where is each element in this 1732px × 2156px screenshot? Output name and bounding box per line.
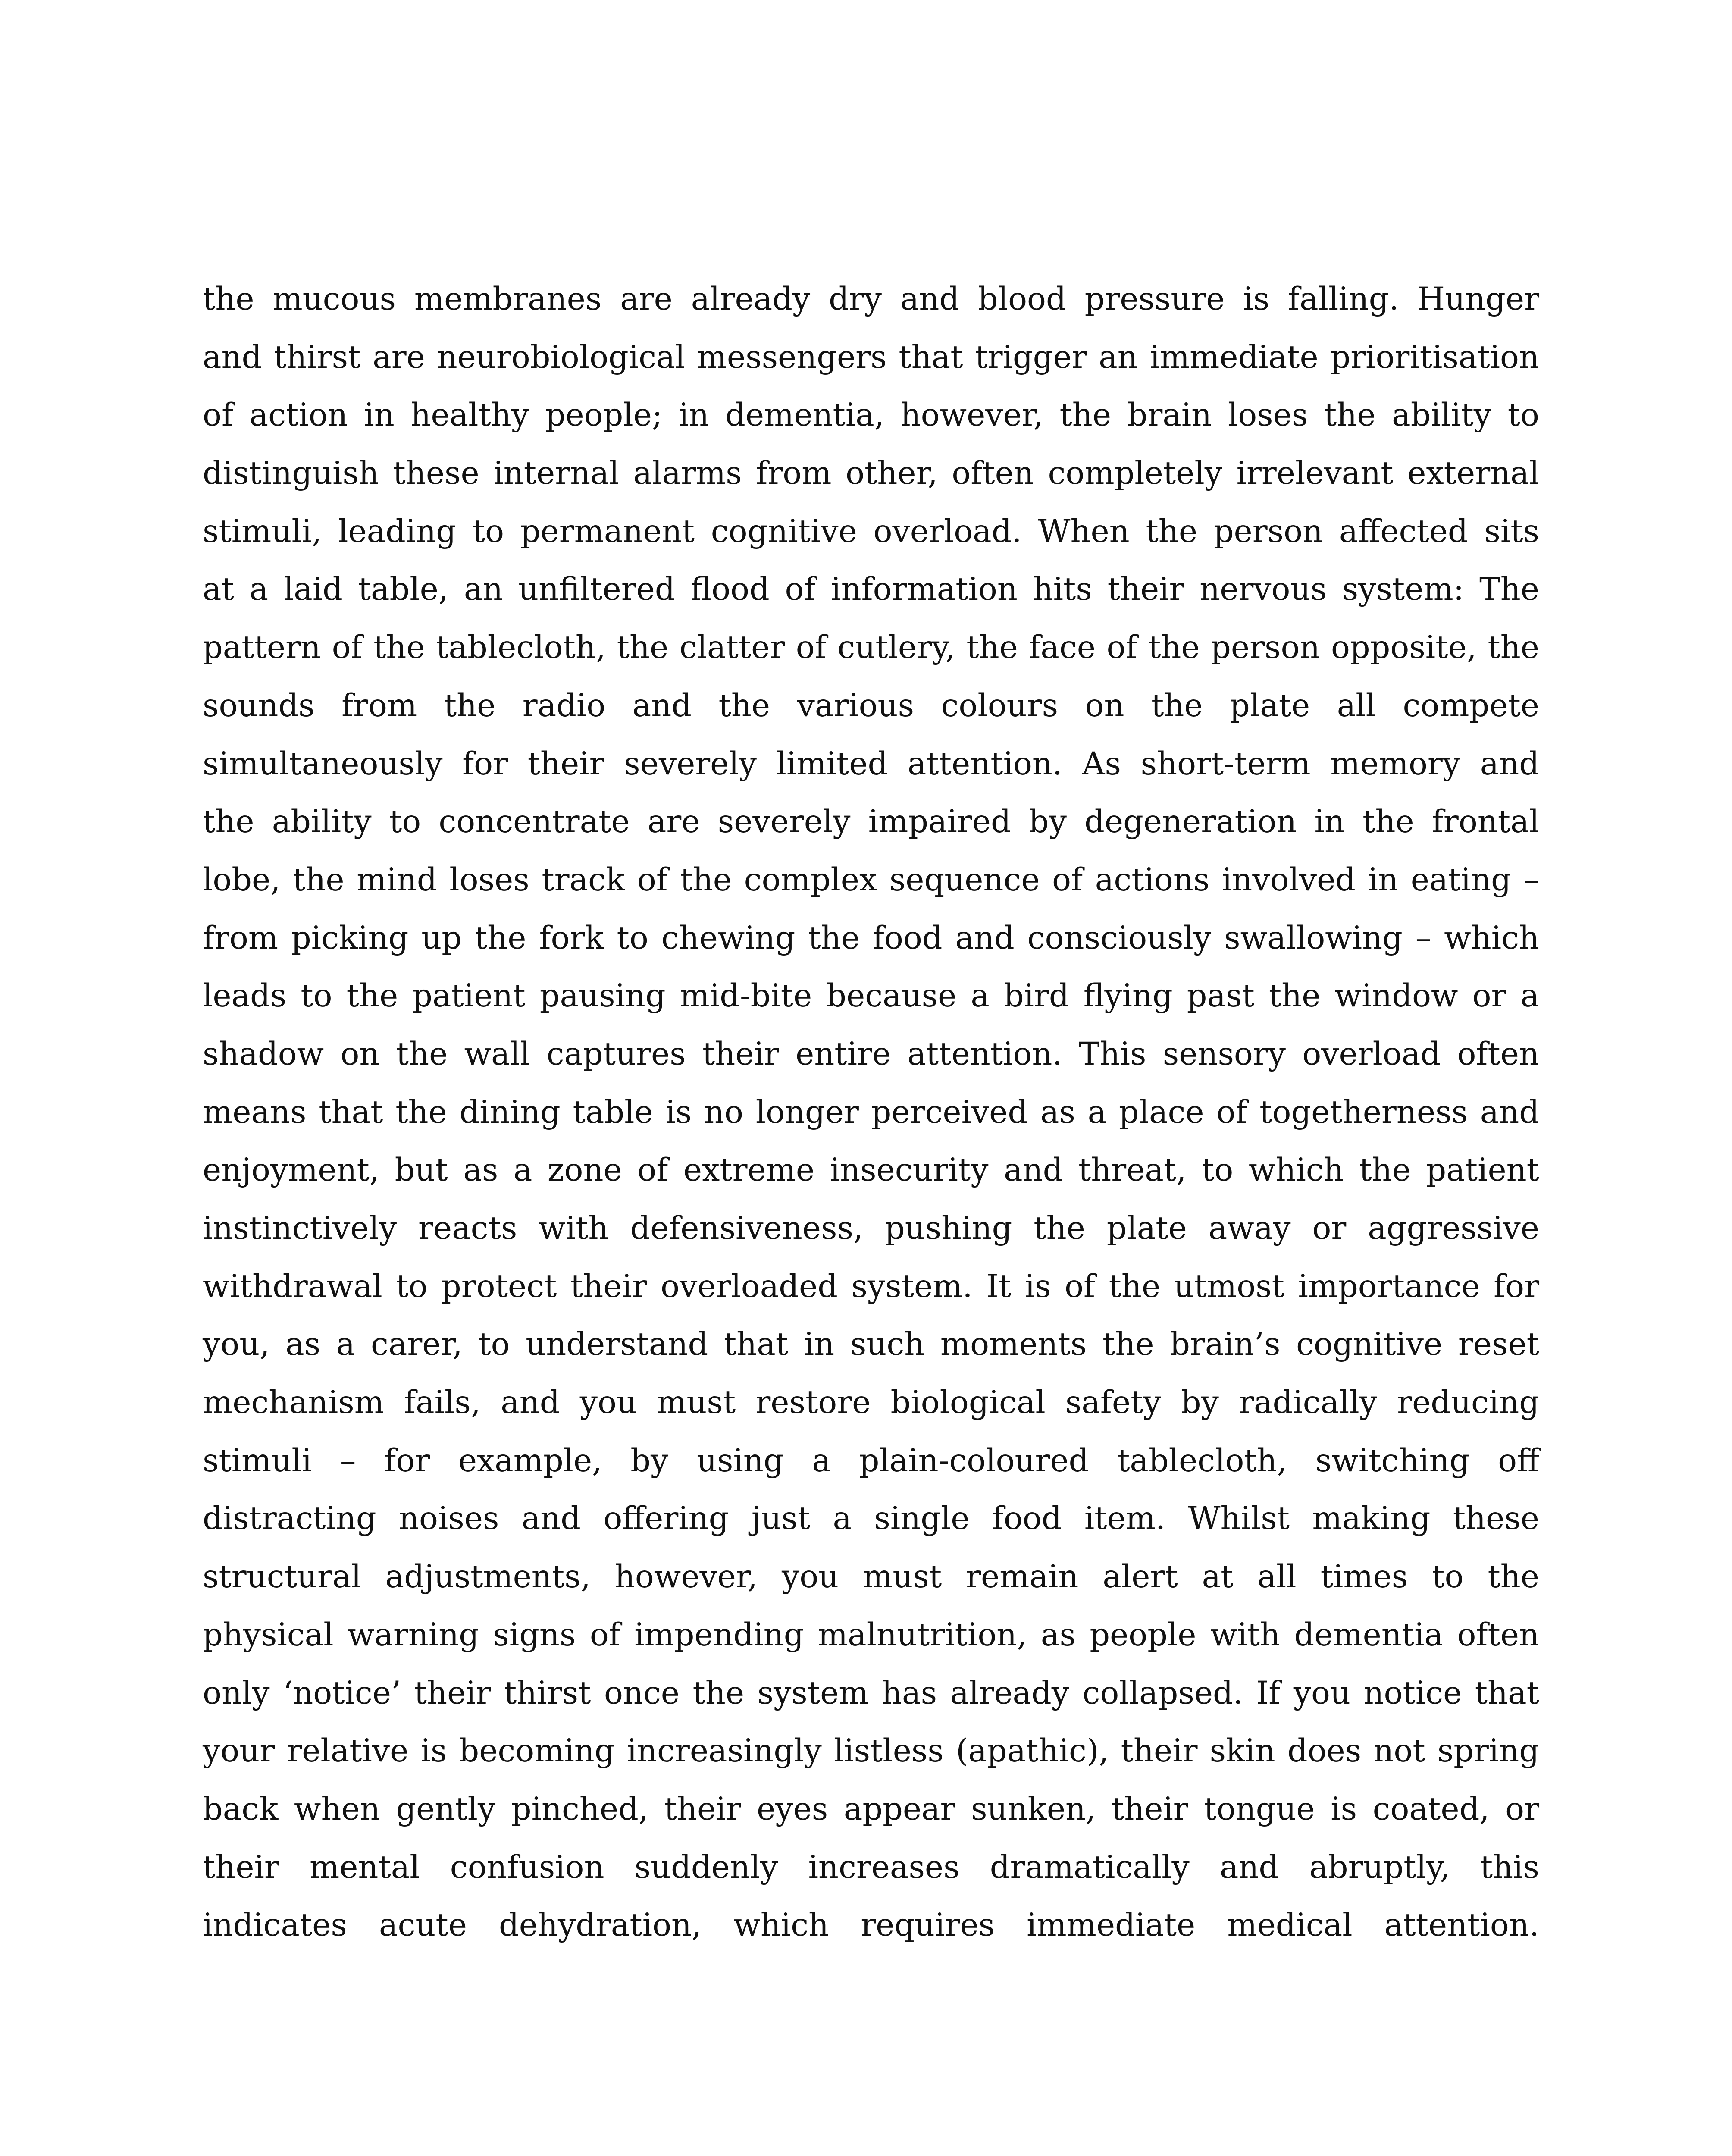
text-line: only ‘notice’ their thirst once the system has already collapsed. If you notice that [203,1674,1539,1711]
text-line: structural adjustments, however, you must remain alert at all times to the [203,1558,1539,1595]
text-line: physical warning signs of impending malnutrition, as people with dementia often [203,1616,1539,1653]
text-line: distracting noises and offering just a single food item. Whilst making these [203,1500,1539,1537]
text-line: from picking up the fork to chewing the food and consciously swallowing – which [203,919,1539,956]
text-line: sounds from the radio and the various colours on the plate all compete [203,687,1539,724]
text-line: indicates acute dehydration, which requires immediate medical attention. [203,1907,1539,1944]
text-line: withdrawal to protect their overloaded system. It is of the utmost importance for [203,1268,1539,1305]
text-line: pattern of the tablecloth, the clatter of cutlery, the face of the person opposite, the [203,629,1539,666]
text-line: means that the dining table is no longer perceived as a place of togetherness and [203,1094,1539,1131]
text-line: simultaneously for their severely limited attention. As short-term memory and [203,745,1539,782]
text-line: at a laid table, an unfiltered flood of information hits their nervous system: The [203,571,1539,608]
text-line: the ability to concentrate are severely impaired by degeneration in the frontal [203,803,1539,840]
text-line: stimuli, leading to permanent cognitive overload. When the person affected sits [203,513,1539,550]
text-line: and thirst are neurobiological messengers that trigger an immediate prioritisation [203,338,1539,376]
text-line: their mental confusion suddenly increases dramatically and abruptly, this [203,1849,1539,1886]
body-paragraph [203,270,1539,1955]
text-line: your relative is becoming increasingly listless (apathic), their skin does not spring [203,1733,1539,1770]
text-line: distinguish these internal alarms from other, often completely irrelevant external [203,455,1539,492]
text-line: instinctively reacts with defensiveness, pushing the plate away or aggressive [203,1210,1539,1247]
text-line: the mucous membranes are already dry and blood pressure is falling. Hunger [203,281,1539,317]
text-line: you, as a carer, to understand that in such moments the brain’s cognitive reset [203,1326,1539,1363]
text-line: shadow on the wall captures their entire attention. This sensory overload often [203,1035,1539,1072]
text-line: lobe, the mind loses track of the complex sequence of actions involved in eating – [203,861,1539,898]
text-line: leads to the patient pausing mid-bite because a bird flying past the window or a [203,978,1539,1015]
text-line: back when gently pinched, their eyes appear sunken, their tongue is coated, or [203,1790,1539,1827]
text-line: of action in healthy people; in dementia, however, the brain loses the ability to [203,397,1539,434]
text-line: enjoyment, but as a zone of extreme insecurity and threat, to which the patient [203,1152,1539,1189]
text-line: stimuli – for example, by using a plain-coloured tablecloth, switching off [203,1442,1539,1479]
text-line: mechanism fails, and you must restore biological safety by radically reducing [203,1384,1539,1421]
